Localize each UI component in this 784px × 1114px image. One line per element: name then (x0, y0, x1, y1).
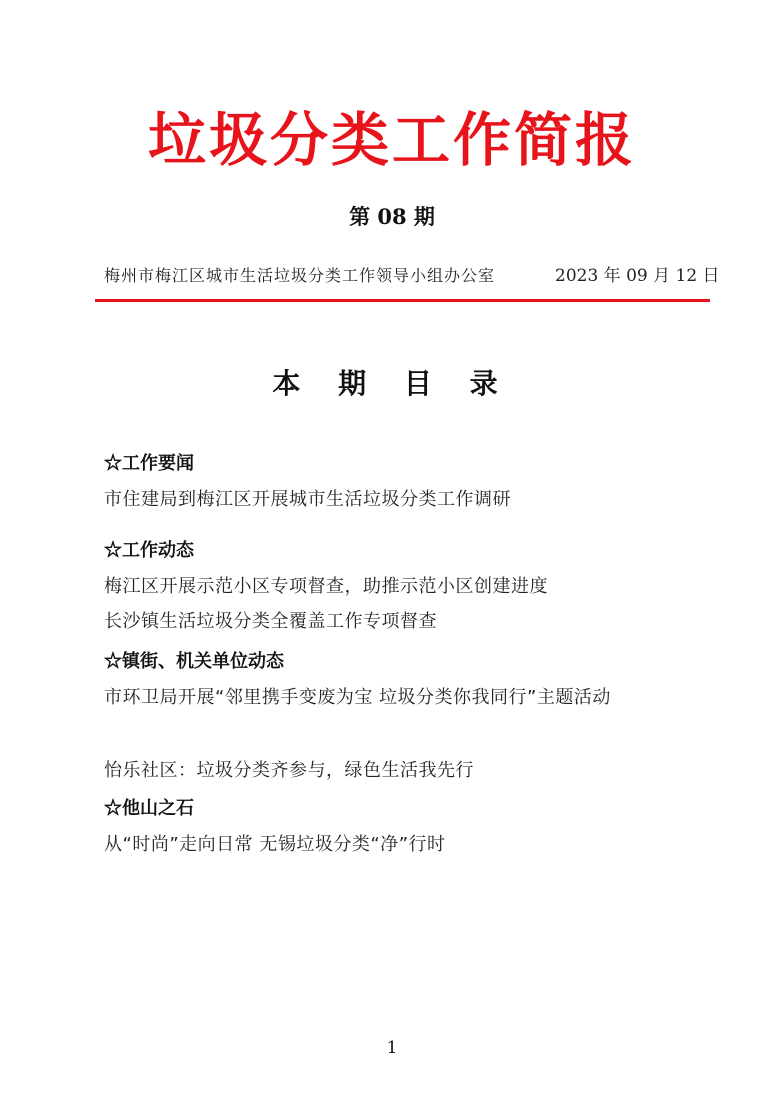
page-number: 1 (386, 1038, 398, 1058)
issue-number: 第 08 期 (349, 204, 435, 229)
toc-section-heading: ☆工作动态 (104, 540, 194, 561)
toc-section-heading: ☆他山之石 (104, 798, 194, 819)
toc-item[interactable]: 市住建局到梅江区开展城市生活垃圾分类工作调研 (104, 489, 511, 510)
issue-date: 2023 年 09 月 12 日 (555, 266, 720, 286)
toc-item[interactable]: 梅江区开展示范小区专项督查，助推示范小区创建进度 (104, 576, 548, 597)
toc-item[interactable]: 长沙镇生活垃圾分类全覆盖工作专项督查 (104, 611, 437, 632)
issuing-organization: 梅州市梅江区城市生活垃圾分类工作领导小组办公室 (104, 266, 496, 285)
toc-section-heading: ☆工作要闻 (104, 453, 194, 474)
toc-item[interactable]: 怡乐社区：垃圾分类齐参与，绿色生活我先行 (104, 760, 474, 781)
toc-item[interactable]: 市环卫局开展“邻里携手变废为宝 垃圾分类你我同行”主题活动 (104, 687, 611, 708)
header-divider (95, 299, 710, 302)
toc-title: 本 期 目 录 (272, 367, 512, 400)
toc-section-heading: ☆镇街、机关单位动态 (104, 651, 284, 672)
toc-item[interactable]: 从“时尚”走向日常 无锡垃圾分类“净”行时 (104, 834, 446, 855)
masthead-title: 垃圾分类工作简报 (147, 106, 636, 174)
